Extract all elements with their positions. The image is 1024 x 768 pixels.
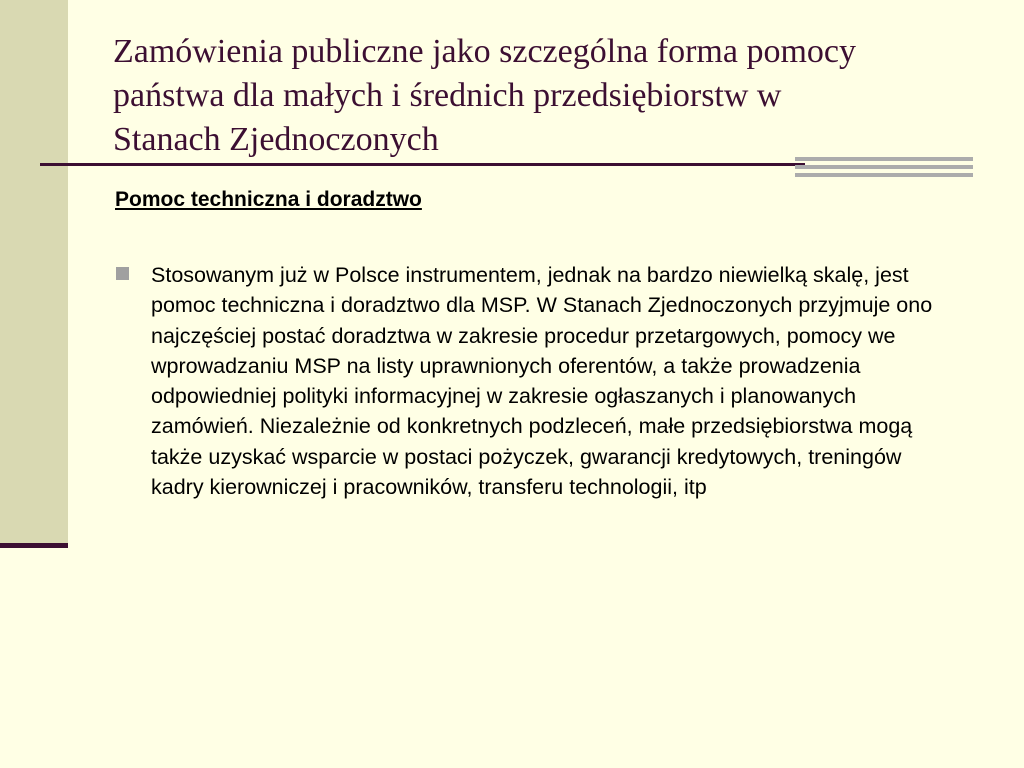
accent-stripe <box>795 165 973 169</box>
side-decoration-bar <box>0 0 68 543</box>
slide-title: Zamówienia publiczne jako szczególna forma pomocy państwa dla małych i średnich przedsiębiorstw w Stanach Zjednoczonych <box>113 33 856 158</box>
side-decoration-rule <box>0 543 68 548</box>
title-accent-stripes <box>795 157 973 178</box>
bullet-text: Stosowanym już w Polsce instrumentem, jednak na bardzo niewielką skalę, jest pomoc techniczna i doradztwo dla MSP. W Stanach Zjednoczonych przyjmuje ono najczęściej postać doradztwa w zakresie procedur przetargowych, pomocy we wprowadzaniu MSP na listy uprawnionych oferentów, a także prowadzenia odpowiedniej polityki informacyjnej w zakresie ogłaszanych i planowanych zamówień. Niezależnie od konkretnych podzleceń, małe przedsiębiorstwa mogą także uzyskać wsparcie w postaci pożyczek, gwarancji kredytowych, treningów kadry kierowniczej i pracowników, transferu technologii, itp <box>151 263 933 500</box>
section-subtitle: Pomoc techniczna i doradztwo <box>115 188 422 211</box>
square-bullet-icon <box>116 267 129 280</box>
accent-stripe <box>795 157 973 161</box>
title-underline-rule <box>40 163 805 166</box>
accent-stripe <box>795 173 973 177</box>
bullet-item <box>116 260 954 502</box>
